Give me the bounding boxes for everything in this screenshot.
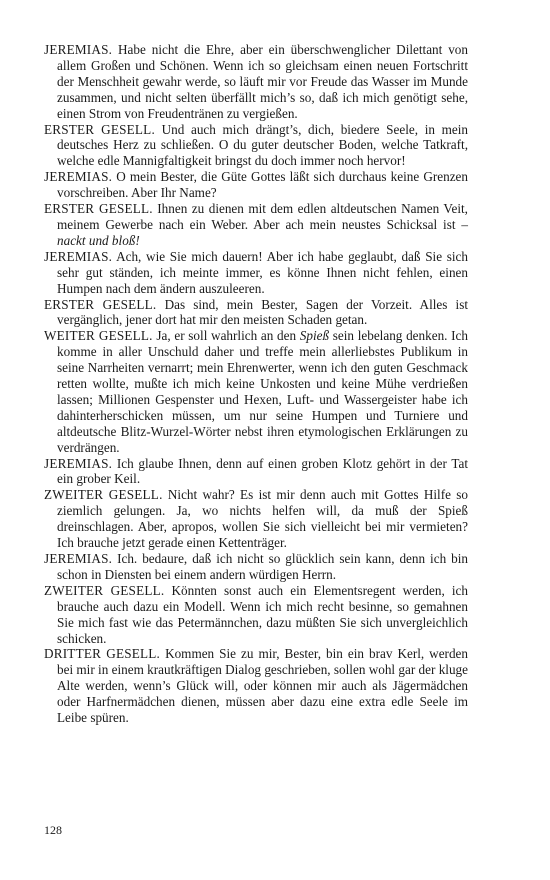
speaker-name: JEREMIAS. <box>44 551 113 566</box>
speech <box>44 328 468 455</box>
speech-text: Ihnen zu dienen mit dem edlen altdeutschen Namen Veit, meinem Gewerbe nach ein Weber. Aber ach mein neustes Schicksal ist – <box>57 201 468 232</box>
speech-text: sein lebelang denken. Ich komme in aller Unschuld daher und treffe mein allerliebstes Publikum in seine Narrheiten vernarrt; mein Ehrenwerter, wenn ich den guten Geschmack retten wollte, mußte ich mich keine Unkosten und keine Mühe verdrießen lassen; Millionen Gespenster und Hexen, Luft- und Wassergeister habe ich dahinterherschicken müssen, um nur seine Humpen und Turniere und altdeutsche Blitz-Wurzel-Wörter nebst ihren etymologischen Erklärungen zu verdrängen. <box>57 328 468 455</box>
speech-text: Ja, er soll wahrlich an den <box>152 328 300 344</box>
speech-text: Ach, wie Sie mich dauern! Aber ich habe geglaubt, daß Sie sich sehr gut ständen, ich meinte immer, es könne Ihnen nicht fehlen, einen Humpen nach dem ändern auszuleeren. <box>57 248 468 296</box>
speech <box>44 297 468 329</box>
speech <box>44 42 468 122</box>
speech-text: Ich. bedaure, daß ich nicht so glücklich sein kann, denn ich bin schon in Diensten bei einem andern würdigen Herrn. <box>57 551 468 582</box>
speech-text: Kommen Sie zu mir, Bester, bin ein brav Kerl, werden bei mir in einem krautkräftigen Dialog geschrieben, sollen wohl gar der kluge Alte werden, wenn’s Glück will, oder können mir auch als Jägermädchen oder Harfnermädchen dienen, müssen aber dazu eine extra edle Seele im Leibe spüren. <box>57 646 468 726</box>
speech <box>44 646 468 726</box>
speech <box>44 249 468 297</box>
speech-text: Ich glaube Ihnen, denn auf einen groben Klotz gehört in der Tat ein grober Keil. <box>57 455 468 487</box>
speech-text: Habe nicht die Ehre, aber ein überschwenglicher Dilettant von allem Großen und Schönen. Wenn ich so gleichsam einen neuen Fortschritt der Menschheit gewahr werde, so läuft mir vor Freude das Wasser im Munde zusammen, und nicht selten überfällt mich’s so, daß ich mich genötigt sehe, einen Strom von Freudentränen zu vergießen. <box>57 42 468 121</box>
speaker-name: ERSTER GESELL. <box>44 296 157 312</box>
speaker-name: ERSTER GESELL. <box>44 201 153 217</box>
speech <box>44 122 468 170</box>
speaker-name: JEREMIAS. <box>44 455 113 471</box>
speech-text: Nicht wahr? Es ist mir denn auch mit Gottes Hilfe so ziemlich gelungen. Ja, wo nichts helfen will, da muß der Spieß dreinschlagen. Aber, apropos, wollen Sie sich vielleicht bei mir vermieten? Ich brauche jetzt gerade einen Kettenträger. <box>57 487 468 551</box>
page-text <box>44 42 468 726</box>
speech <box>44 456 468 488</box>
speaker-name: ZWEITER GESELL. <box>44 582 165 598</box>
speaker-name: JEREMIAS. <box>44 42 113 57</box>
speech-text: Das sind, mein Bester, Sagen der Vorzeit. Alles ist vergänglich, jener dort hat mir den meisten Schaden getan. <box>57 296 468 328</box>
speech <box>44 201 468 249</box>
speech-text: O mein Bester, die Güte Gottes läßt sich durchaus keine Grenzen vorschreiben. Aber Ihr Name? <box>57 169 468 201</box>
speaker-name: WEITER GESELL. <box>44 328 153 344</box>
speech <box>44 551 468 583</box>
speaker-name: ERSTER GESELL. <box>44 121 155 137</box>
speech-text: Könnten sonst auch ein Elementsregent werden, ich brauche auch dazu ein Modell. Wenn ich mich recht besinne, so gemahnen Sie mich fast wie das Petermännchen, dazu müßten Sie sich unvergleichlich schicken. <box>57 582 468 646</box>
speaker-name: JEREMIAS. <box>44 248 113 264</box>
speech-text-italic: nackt und bloß! <box>57 232 140 248</box>
speech <box>44 583 468 647</box>
speaker-name: JEREMIAS. <box>44 169 113 185</box>
page-number: 128 <box>44 823 62 837</box>
speaker-name: DRITTER GESELL. <box>44 646 161 662</box>
speech-text-italic: Spieß <box>299 328 330 344</box>
speech <box>44 487 468 551</box>
speech <box>44 169 468 201</box>
speech-text: Und auch mich drängt’s, dich, biedere Seele, in mein deutsches Herz zu schließen. O du guter deutscher Boden, welche Tatkraft, welche edle Mannigfaltigkeit bringst du doch immer noch hervor! <box>57 121 468 169</box>
speaker-name: ZWEITER GESELL. <box>44 487 163 503</box>
